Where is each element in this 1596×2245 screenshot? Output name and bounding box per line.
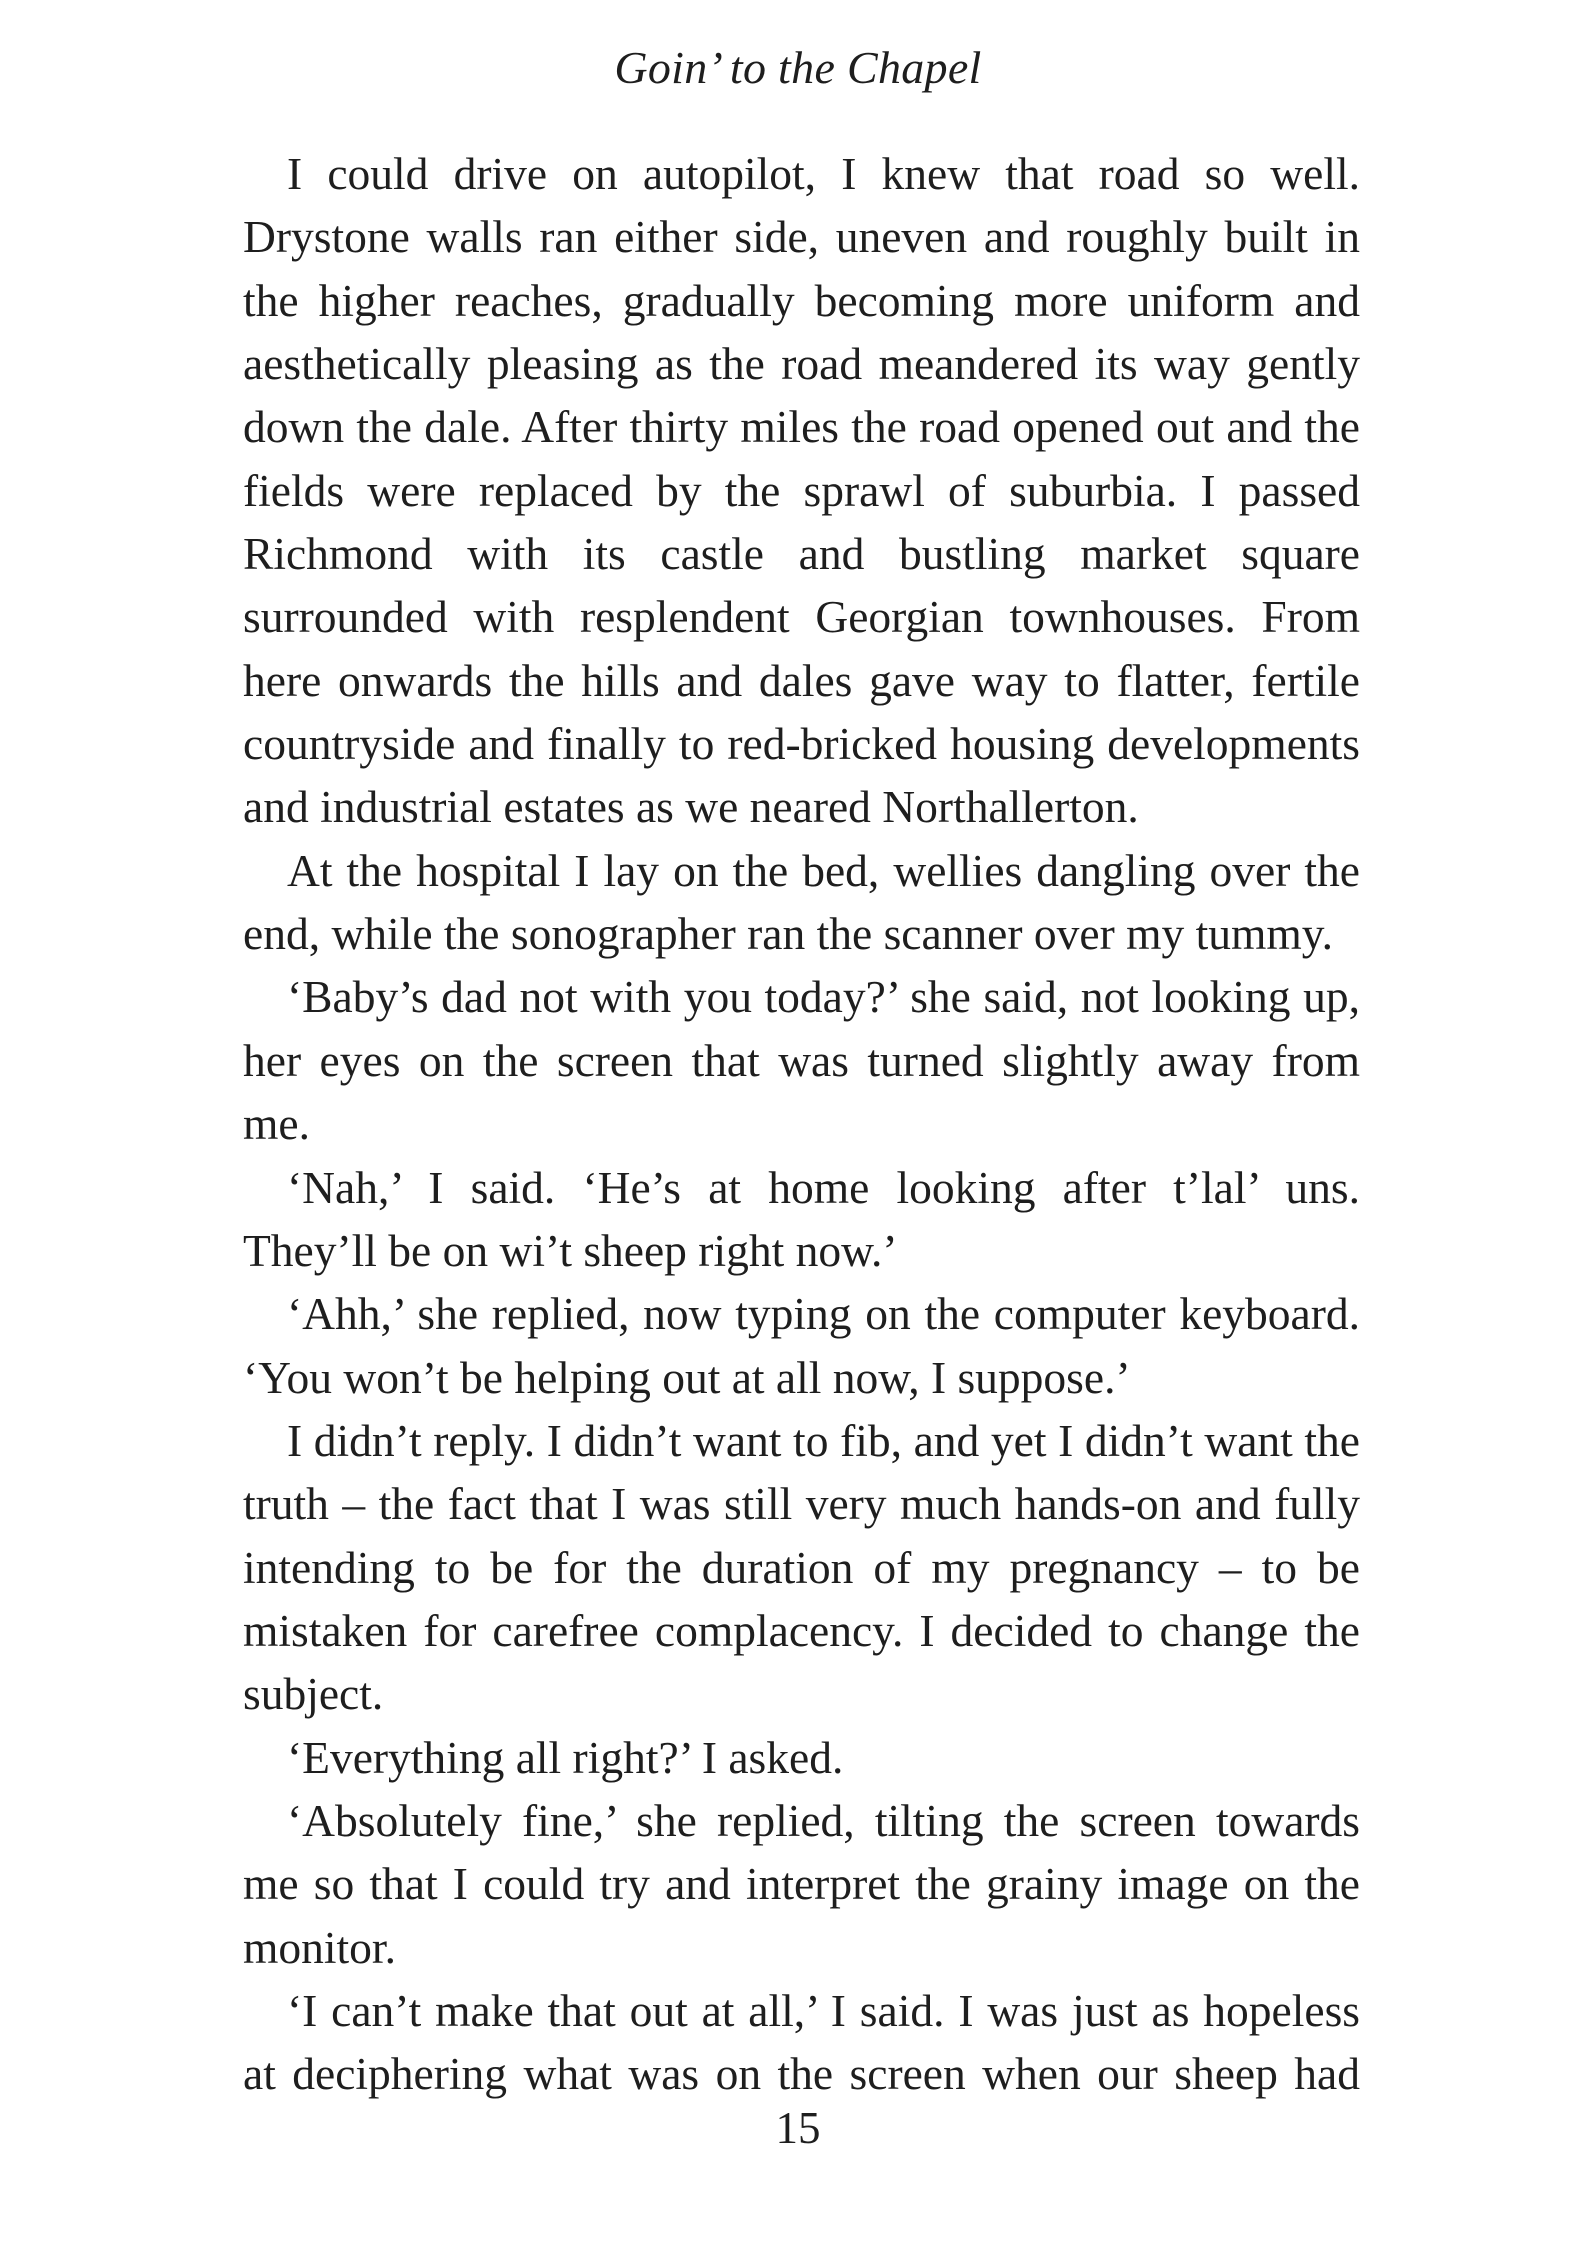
paragraph-nah-reply: ‘Nah,’ I said. ‘He’s at home looking after t’lal’ uns. They’ll be on wi’t sheep right now.’ [243,1161,1360,1276]
paragraph-everything-all-right: ‘Everything all right?’ I asked. [287,1731,844,1783]
body-text [243,142,1360,2106]
running-head-title: Goin’ to the Chapel [614,42,982,93]
page-number: 15 [775,2103,821,2153]
paragraph-cant-make-that-out: ‘I can’t make that out at all,’ I said. I was just as hopeless at deciphering what was on the screen when our sheep had [243,1984,1360,2100]
paragraph-drive-to-northallerton: I could drive on autopilot, I knew that road so well. Drystone walls ran either side, uneven and roughly built in the higher reaches, gradually becoming more uniform and aesthetically pleasing as the road meandered its way gently down the dale. After thirty miles the road opened out and the fields were replaced by the sprawl of suburbia. I passed Richmond with its castle and bustling market square surrounded with resplendent Georgian townhouses. From here onwards the hills and dales gave way to flatter, fertile countryside and finally to red-bricked housing developments and industrial estates as we neared Northallerton. [243,148,1360,833]
paragraph-at-the-hospital: At the hospital I lay on the bed, wellies dangling over the end, while the sonographer ran the scanner over my tummy. [243,844,1360,960]
paragraph-absolutely-fine: ‘Absolutely fine,’ she replied, tilting the screen towards me so that I could try and interpret the grainy image on the monitor. [243,1794,1360,1973]
paragraph-didnt-reply: I didn’t reply. I didn’t want to fib, and yet I didn’t want the truth – the fact that I was still very much hands-on and fully intending to be for the duration of my pregnancy – to be mistaken for carefree complacency. I decided to change the subject. [243,1414,1360,1720]
paragraph-babys-dad-question: ‘Baby’s dad not with you today?’ she said, not looking up, her eyes on the screen that was turned slightly away from me. [243,971,1360,1150]
paragraph-ahh-reply: ‘Ahh,’ she replied, now typing on the computer keyboard. ‘You won’t be helping out at all now, I suppose.’ [243,1288,1360,1403]
